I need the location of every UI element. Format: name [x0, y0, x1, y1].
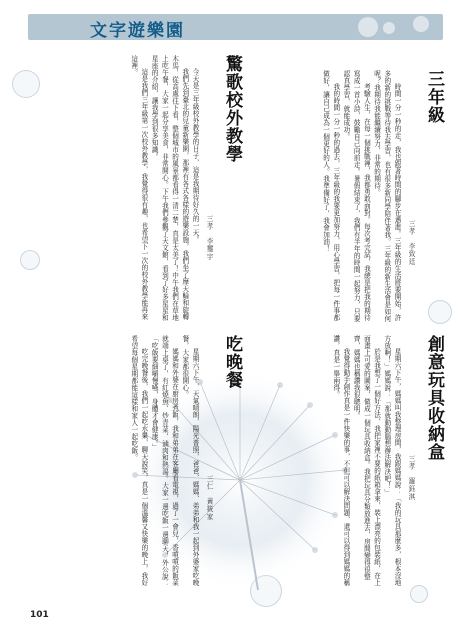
article-paragraph: 媽媽和外婆在廚房煮飯，我和弟弟在客廳看電視，過了一會兒，香噴噴的飯菜就端上桌了，有紅燒魚、炒青菜、滷肉和熱湯。大家一邊吃飯一邊聊天，外公說：「吃飯要細嚼慢嚥，身體才會健康。」 [150, 335, 179, 587]
article-author: 三仁 黃筱家 [205, 475, 213, 521]
article-author: 三孝 李致廷 [407, 220, 415, 266]
article-paragraph: 星期六下午，天氣晴朗，陽光普照，爸爸、媽媽、弟弟和我一起到外婆家吃晚餐，大家都很開心。 [180, 335, 199, 587]
article-paragraph: 吃完晚餐後，我們一起吃水果，聊天說笑，真是一個溫馨又快樂的晚上，我好希望每個星期都能這樣和家人一起吃飯。 [129, 335, 148, 587]
bubble-decoration [413, 16, 429, 32]
article-paragraph: 我們先到臺北的兒童新樂園，那裡有各式各樣的遊樂設施，我們坐了摩天輪和旋轉木馬，從高處往下看，整個城市的風景都看得一清二楚，真是太美了！中午我們在草地上吃午餐，大家一起分享美食，非常開心。下午我們參觀了天文館，看到了好多星星和星座的介紹，讓我學到很多知識。 [150, 55, 189, 321]
page-number: 101 [30, 610, 49, 620]
article-author: 三孝 羅鈺淇 [407, 455, 415, 501]
article-title: 創意玩具收納盒 [424, 335, 444, 461]
article-dinner [30, 335, 245, 590]
article-paragraph: 這是我們三年級第一次校外教學，我覺得很有趣，也希望下一次的校外教學能再來這裡。 [129, 55, 148, 321]
article-title: 三年級 [424, 70, 444, 124]
article-paragraph: 今天是三年級校外教學的日子，這是我期待好久的一天。 [191, 68, 199, 244]
article-title: 吃晚餐 [222, 335, 242, 389]
article-paragraph: 時間一分一秒的走，我也跟著時間的腳步在邁進。三年級的生活將要開始，許多的新的挑戰等待我去學習，也有很多新同學陪伴著我。三年級的新生活會是如何呢？我期待我能繼續努力，非常的期待。 [372, 70, 401, 322]
bubble-decoration [358, 17, 378, 37]
article-author: 三孝 李璽宇 [205, 215, 213, 261]
article-field-trip [30, 55, 245, 325]
bubble-decoration [383, 22, 395, 34]
article-toy-box [257, 335, 447, 590]
article-paragraph: 於是我想了一個好方法，我把家裡不要的紙箱拿來，裝上漂亮的包裝紙，在上面畫上可愛的圖案，做成一個玩具收納盒。我把玩具分類放進去，房間變得很整齊，媽媽也稱讚我很聰明。 [352, 335, 381, 587]
section-title: 文字遊樂園 [90, 21, 185, 41]
article-paragraph: 考驗人生，在每一個挑戰裡，我都勇敢面對。每次考完試，我總是把我的期待寫成一首小詩，鼓勵自己向前走。暑假結束了，我們有半年的時間一起努力，只要認真學習，就能成功。 [341, 70, 371, 322]
article-title: 驚歌校外教學 [222, 55, 242, 163]
article-paragraph: 星期六下午，媽媽叫我整理房間，我跟媽媽說：「我的玩具那麼多，根本沒地方放啊！」媽媽說：「那就動動腦想辦法解決吧！」 [382, 335, 401, 587]
article-paragraph: 我的時間一分一秒的過去，三年級的我要更加努力，用心學習，把每一件事都做好，讓自己成為一個更好的人。我準備好了，我會加油！ [321, 70, 340, 322]
article-third-grade [257, 70, 447, 325]
article-paragraph: 我覺得動手創作真是一件快樂的事，不但可以解決問題，還可以得到媽媽的稱讚，真是一舉兩得。 [331, 335, 350, 587]
